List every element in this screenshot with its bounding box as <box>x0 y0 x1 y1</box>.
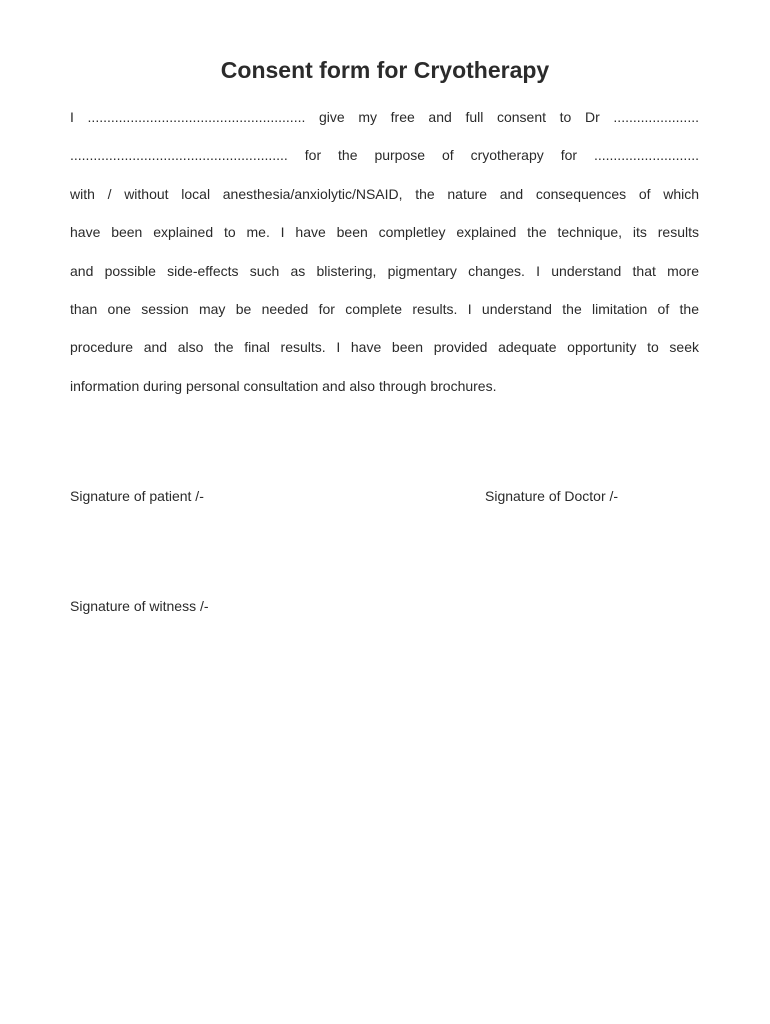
paragraph-line: procedure and also the final results. I have been provided adequate opportunity to seek <box>70 339 699 356</box>
paragraph-line: information during personal consultation and also through brochures. <box>70 377 497 394</box>
paragraph-line: with / without local anesthesia/anxiolytic/NSAID, the nature and consequences of which <box>70 185 699 202</box>
paragraph-line: and possible side-effects such as blistering, pigmentary changes. I understand that more <box>70 262 699 279</box>
paragraph-line: ........................................................ for the purpose of cryotherapy for ........................... <box>70 147 699 164</box>
consent-paragraph <box>70 98 699 405</box>
signature-patient-label: Signature of patient /- <box>70 488 204 504</box>
paragraph-line: I ........................................................ give my free and full consent to Dr ...................... <box>70 109 699 125</box>
paragraph-line: than one session may be needed for complete results. I understand the limitation of the <box>70 300 699 317</box>
signature-witness-label: Signature of witness /- <box>70 598 209 614</box>
signature-doctor-label: Signature of Doctor /- <box>485 488 619 504</box>
paragraph-line: have been explained to me. I have been completley explained the technique, its results <box>70 224 699 241</box>
page-title: Consent form for Cryotherapy <box>220 57 550 83</box>
